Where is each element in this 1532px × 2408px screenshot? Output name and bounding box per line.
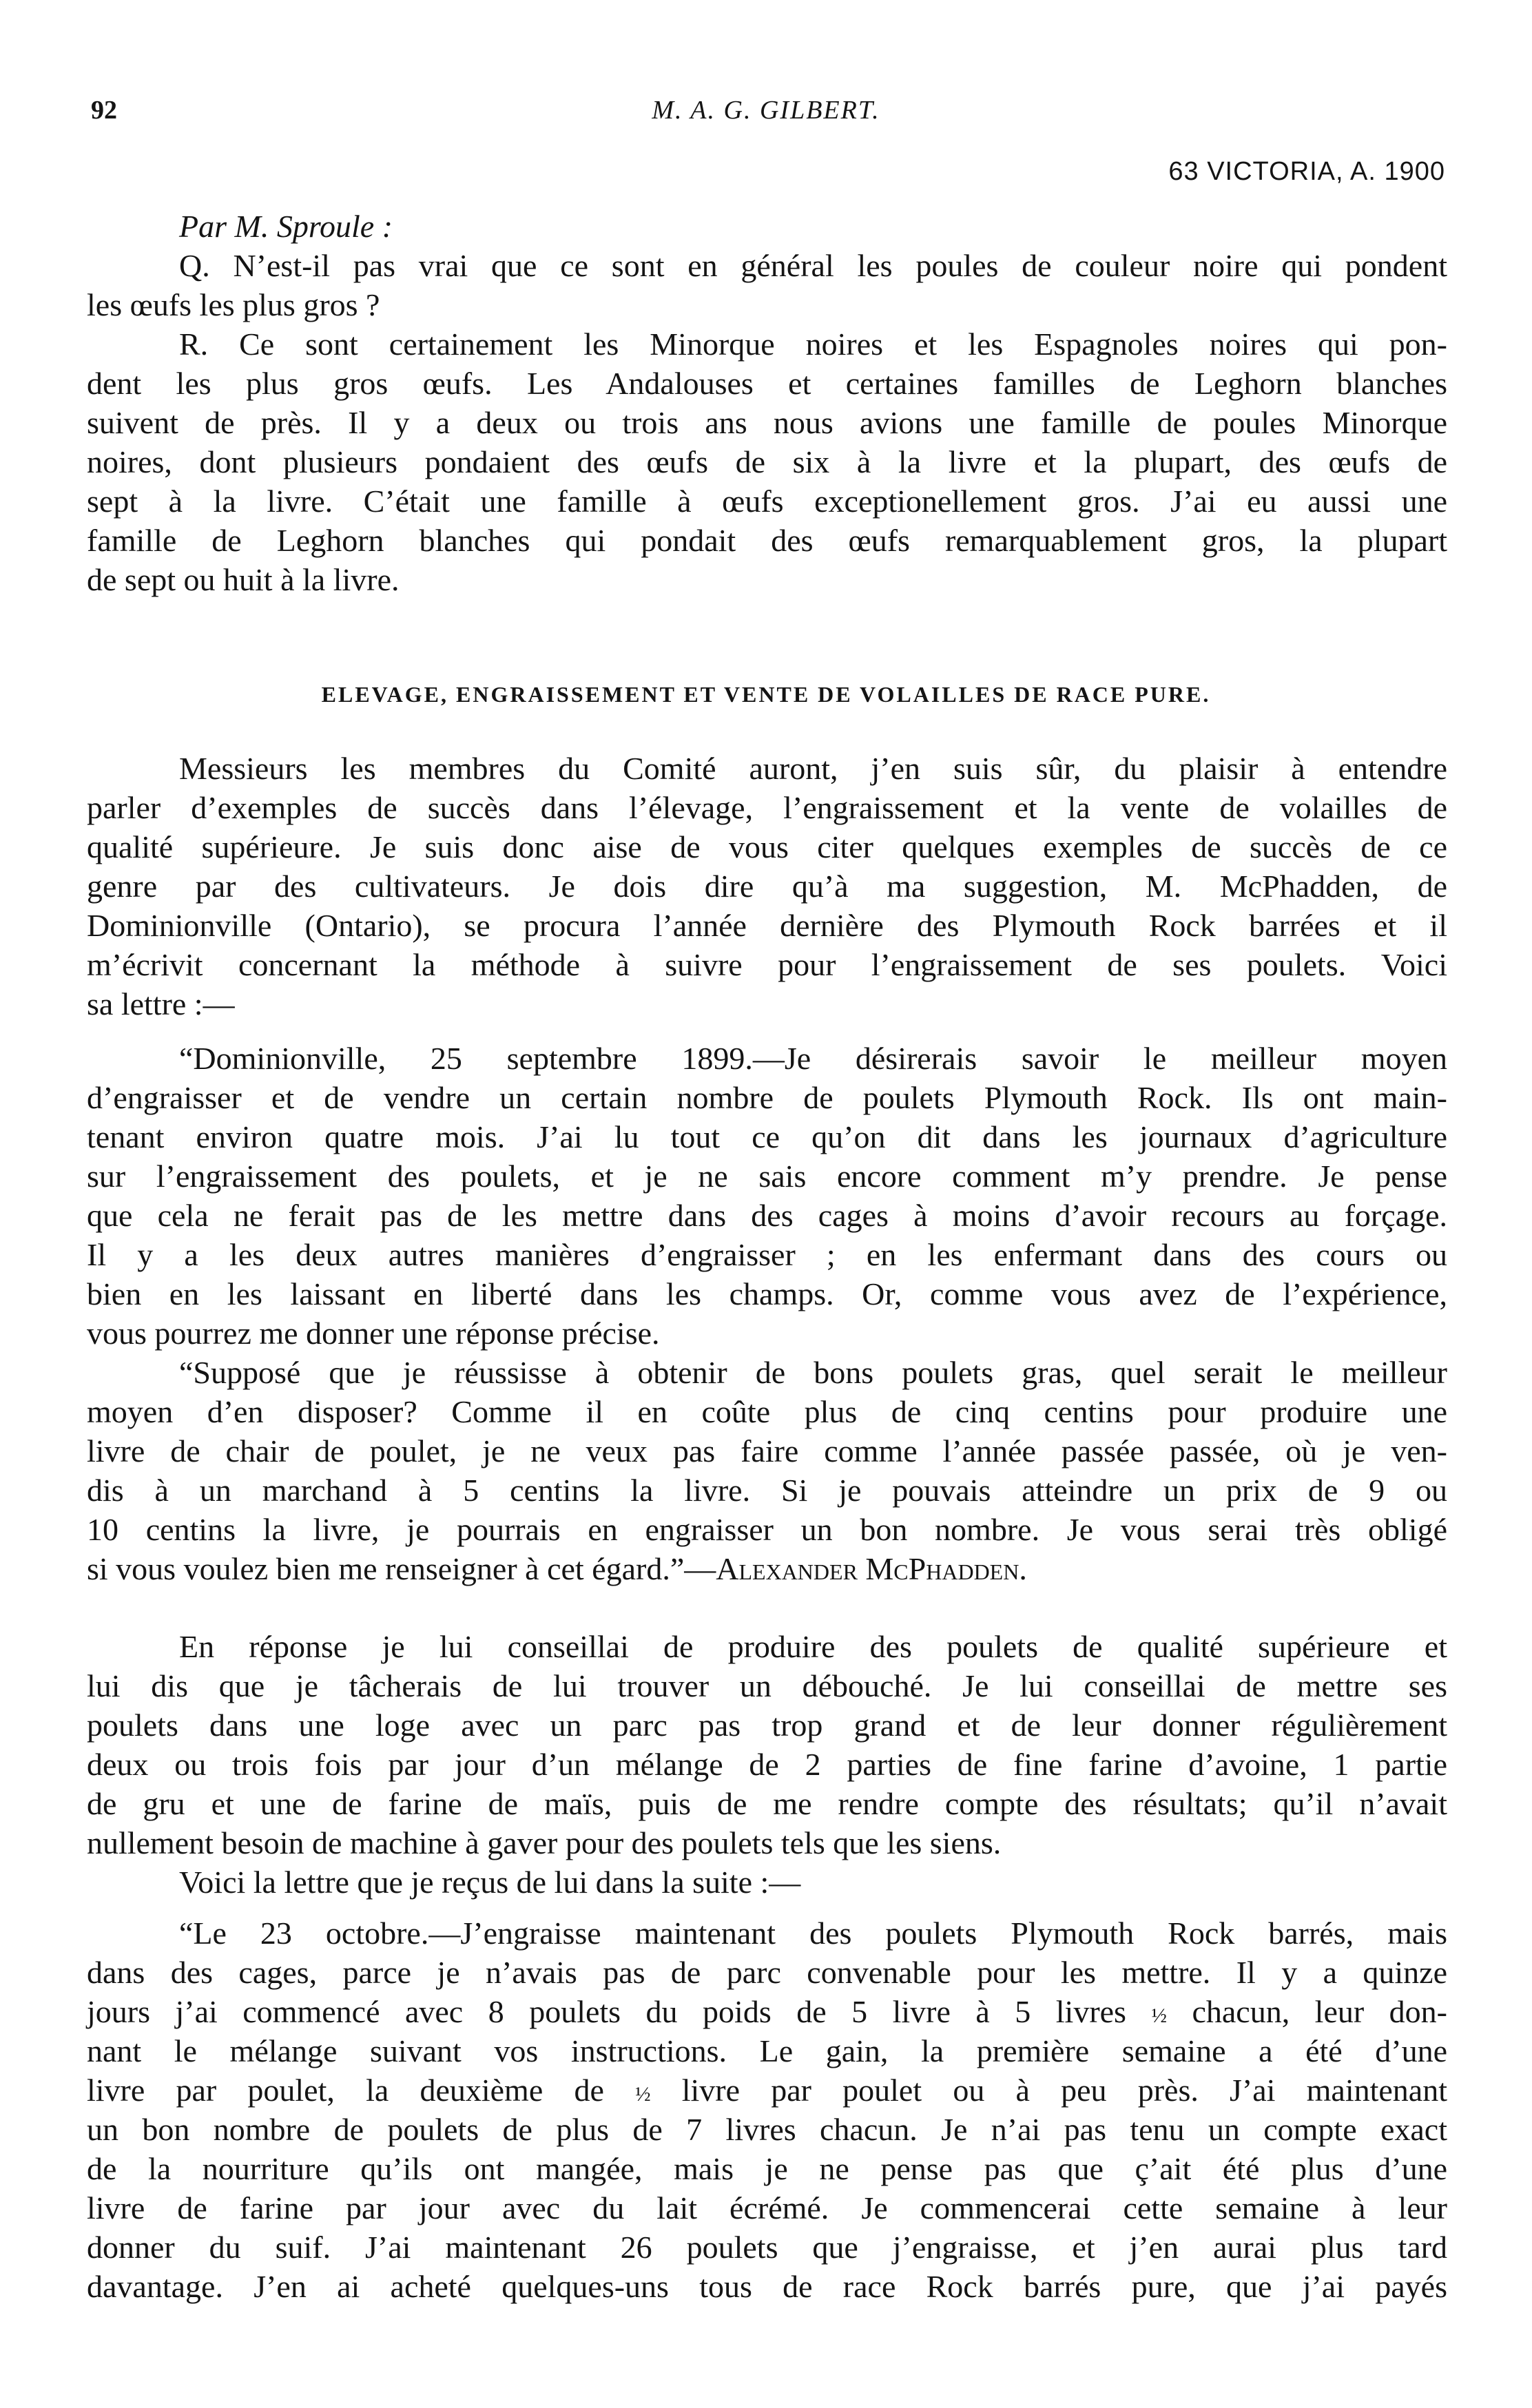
letter-line: dans des cages, parce je n’avais pas de parc convenable pour les mettre. Il y a quinze	[87, 1955, 1447, 1990]
letter-line: “Le 23 octobre.—J’engraisse maintenant des poulets Plymouth Rock barrés, mais	[179, 1916, 1447, 1951]
letter-line: 10 centins la livre, je pourrais en engraisser un bon nombre. Je vous serai très obligé	[87, 1512, 1447, 1547]
intro-paragraph	[87, 749, 1447, 1024]
letter-line: d’engraisser et de vendre un certain nombre de poulets Plymouth Rock. Ils ont main-	[87, 1080, 1447, 1115]
paragraph-line: Voici la lettre que je reçus de lui dans la suite :—	[179, 1865, 801, 1900]
paragraph-line: de gru et une de farine de maïs, puis de me rendre compte des résultats; qu’il n’avait	[87, 1786, 1447, 1821]
qa-line: famille de Leghorn blanches qui pondait des œufs remarquablement gros, la plupart	[87, 523, 1447, 558]
letter-line: Il y a les deux autres manières d’engraisser ; en les enfermant dans des cours ou	[87, 1237, 1447, 1272]
letter-line: donner du suif. J’ai maintenant 26 poulets que j’engraisse, et j’en aurai plus tard	[87, 2230, 1447, 2265]
speaker-label: Par M. Sproule :	[179, 209, 393, 244]
letter-line: bien en les laissant en liberté dans les champs. Or, comme vous avez de l’expérience,	[87, 1276, 1447, 1311]
qa-section	[87, 207, 1447, 599]
paragraph-line: genre par des cultivateurs. Je dois dire qu’à ma suggestion, M. McPhadden, de	[87, 869, 1447, 904]
letter-line: dis à un marchand à 5 centins la livre. Si je pouvais atteindre un prix de 9 ou	[87, 1473, 1447, 1508]
letter-closing-line	[87, 1549, 1447, 1588]
qa-line: Q. N’est-il pas vrai que ce sont en général les poules de couleur noire qui pondent	[179, 248, 1447, 283]
letter-line: sur l’engraissement des poulets, et je ne sais encore comment m’y prendre. Je pense	[87, 1159, 1447, 1194]
qa-line: de sept ou huit à la livre.	[87, 562, 400, 597]
letter-line: “Dominionville, 25 septembre 1899.—Je désirerais savoir le meilleur moyen	[179, 1041, 1447, 1076]
letter-line: un bon nombre de poulets de plus de 7 livres chacun. Je n’ai pas tenu un compte exact	[87, 2112, 1447, 2147]
qa-line: dent les plus gros œufs. Les Andalouses et certaines familles de Leghorn blanches	[87, 366, 1447, 401]
qa-line: R. Ce sont certainement les Minorque noires et les Espagnoles noires qui pon-	[179, 326, 1447, 362]
paragraph-line: En réponse je lui conseillai de produire des poulets de qualité supérieure et	[179, 1629, 1447, 1664]
page-number: 92	[91, 96, 117, 125]
letter-line	[87, 2070, 1447, 2110]
letter-line: tenant environ quatre mois. J’ai lu tout ce qu’on dit dans les journaux d’agriculture	[87, 1119, 1447, 1154]
fraction-half: ½	[635, 2083, 651, 2106]
letter-line: que cela ne ferait pas de les mettre dans des cages à moins d’avoir recours au forçage.	[87, 1198, 1447, 1233]
letter-line: moyen d’en disposer? Comme il en coûte plus de cinq centins pour produire une	[87, 1394, 1447, 1429]
fraction-half: ½	[1151, 2004, 1167, 2027]
letter-line: livre de chair de poulet, je ne veux pas faire comme l’année passée passée, où je ven-	[87, 1433, 1447, 1468]
paragraph-line: Dominionville (Ontario), se procura l’année dernière des Plymouth Rock barrées et il	[87, 908, 1447, 943]
qa-line: suivent de près. Il y a deux ou trois ans nous avions une famille de poules Minorque	[87, 405, 1447, 440]
section-heading: ELEVAGE, ENGRAISSEMENT ET VENTE DE VOLAILLES DE RACE PURE.	[321, 682, 1211, 707]
signature: Alexander McPhadden.	[716, 1551, 1027, 1586]
paragraph-line: poulets dans une loge avec un parc pas trop grand et de leur donner régulièrement	[87, 1708, 1447, 1743]
letter-october	[87, 1913, 1447, 2306]
qa-line: les œufs les plus gros ?	[87, 287, 380, 322]
qa-line: noires, dont plusieurs pondaient des œufs de six à la livre et la plupart, des œufs de	[87, 444, 1447, 479]
paragraph-line: nullement besoin de machine à gaver pour des poulets tels que les siens.	[87, 1825, 1002, 1860]
paragraph-line: qualité supérieure. Je suis donc aise de vous citer quelques exemples de succès de ce	[87, 829, 1447, 864]
letter-line: davantage. J’en ai acheté quelques-uns tous de race Rock barrés pure, que j’ai payés	[87, 2269, 1447, 2304]
reply-paragraph	[87, 1627, 1447, 1902]
letter-line: livre de farine par jour avec du lait écrémé. Je commencerai cette semaine à leur	[87, 2190, 1447, 2225]
paragraph-line: lui dis que je tâcherais de lui trouver un débouché. Je lui conseillai de mettre ses	[87, 1668, 1447, 1703]
letter-line	[87, 1992, 1447, 2031]
paragraph-line: Messieurs les membres du Comité auront, j’en suis sûr, du plaisir à entendre	[179, 751, 1447, 786]
paragraph-line: m’écrivit concernant la méthode à suivre pour l’engraissement de ses poulets. Voici	[87, 947, 1447, 982]
letter-mcphadden	[87, 1039, 1447, 1588]
letter-line: vous pourrez me donner une réponse précise.	[87, 1316, 660, 1351]
letter-text: chacun, leur don-	[1192, 1994, 1447, 2029]
paragraph-line: parler d’exemples de succès dans l’élevage, l’engraissement et la vente de volailles de	[87, 790, 1447, 825]
letter-line: nant le mélange suivant vos instructions. Le gain, la première semaine a été d’une	[87, 2033, 1447, 2068]
session-label: 63 VICTORIA, A. 1900	[1168, 157, 1445, 186]
paragraph-line: sa lettre :—	[87, 986, 235, 1021]
letter-line: de la nourriture qu’ils ont mangée, mais je ne pense pas que ç’ait été plus d’une	[87, 2151, 1447, 2186]
qa-line: sept à la livre. C’était une famille à œufs exceptionellement gros. J’ai eu aussi une	[87, 484, 1447, 519]
running-title: M. A. G. GILBERT.	[652, 96, 880, 125]
paragraph-line: deux ou trois fois par jour d’un mélange de 2 parties de fine farine d’avoine, 1 partie	[87, 1747, 1447, 1782]
letter-text: livre par poulet ou à peu près. J’ai maintenant	[681, 2073, 1448, 2108]
letter-text: livre par poulet, la deuxième de	[87, 2073, 604, 2108]
letter-text: jours j’ai commencé avec 8 poulets du poids de 5 livre à 5 livres	[87, 1994, 1126, 2029]
letter-line: “Supposé que je réussisse à obtenir de bons poulets gras, quel serait le meilleur	[179, 1355, 1447, 1390]
letter-closing-text: si vous voulez bien me renseigner à cet égard.”—	[87, 1551, 716, 1586]
